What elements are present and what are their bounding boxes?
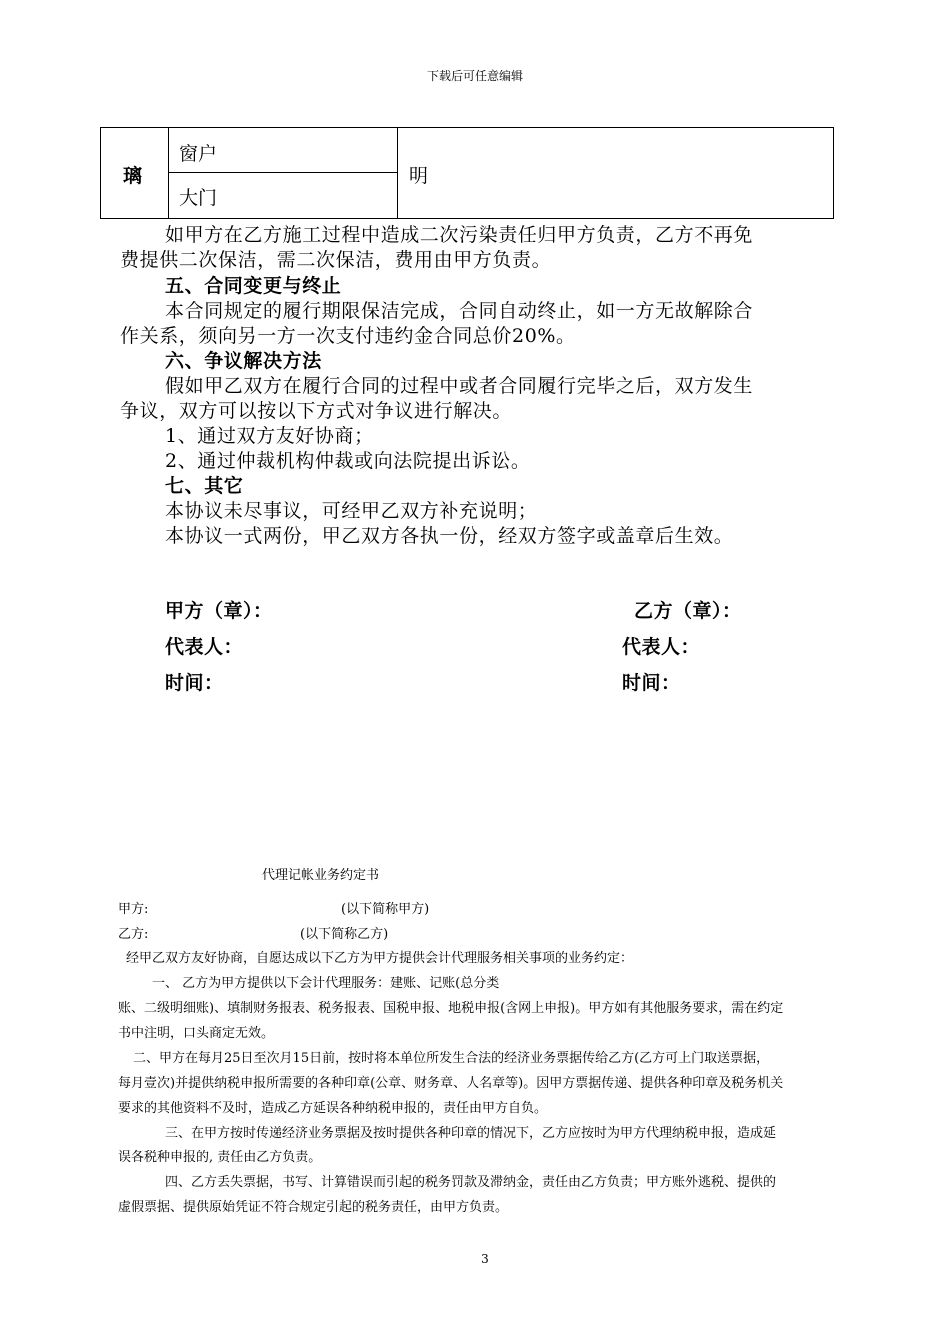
agreement-intro: 经甲乙双方友好协商，自愿达成以下乙方为甲方提供会计代理服务相关事项的业务约定： [126,951,634,966]
party-a-time-label: 时间： [165,672,224,694]
clause-line: 四、乙方丢失票据，书写、计算错误而引起的税务罚款及滞纳金，责任由乙方负责；甲方账外逃税、提供的 [165,1175,777,1190]
agreement-title: 代理记帐业务约定书 [262,868,380,883]
table-cell-item [101,128,169,218]
paragraph-line: 本协议一式两份，甲乙双方各执一份，经双方签字或盖章后生效。 [165,525,734,547]
party-a-note: (以下简称甲方) [341,902,430,917]
table-cell-door-text: 大门 [179,187,218,209]
cleaning-scope-table [100,127,834,219]
page-header: 下载后可任意编辑 [426,69,523,83]
clause-line: 二、甲方在每月25日至次月15日前，按时将本单位所发生合法的经济业务票据传给乙方(乙方可上门取送票据， [133,1051,770,1066]
list-item: 2、通过仲裁机构仲裁或向法院提出诉讼。 [165,450,531,472]
party-a-label: 甲方: [118,902,149,917]
party-b-label: 乙方: [118,927,149,942]
clause-line: 误各税种申报的, 责任由乙方负责。 [118,1150,322,1165]
section-heading: 六、争议解决方法 [165,350,322,372]
party-a-seal-label: 甲方（章）： [165,600,273,622]
table-cell-note [398,128,833,218]
table-cell-window [169,128,397,173]
list-item: 1、通过双方友好协商； [165,425,374,447]
paragraph-line: 费提供二次保洁，需二次保洁，费用由甲方负责。 [120,249,552,271]
paragraph-line: 争议，双方可以按以下方式对争议进行解决。 [120,400,513,422]
section-heading: 七、其它 [165,475,244,497]
paragraph-line: 本合同规定的履行期限保洁完成，合同自动终止，如一方无故解除合 [165,300,754,322]
table-cell-parts [169,128,398,218]
paragraph-line: 如甲方在乙方施工过程中造成二次污染责任归甲方负责，乙方不再免 [165,224,754,246]
paragraph-line: 作关系，须向另一方一次支付违约金合同总价20%。 [120,325,576,347]
table-cell-note-text: 明 [409,165,429,187]
clause-line: 每月壹次)并提供纳税申报所需要的各种印章(公章、财务章、人名章等)。因甲方票据传递、提供各种印章及税务机关 [118,1076,784,1091]
clause-line: 三、在甲方按时传递经济业务票据及按时提供各种印章的情况下，乙方应按时为甲方代理纳税申报，造成延 [165,1126,777,1141]
paragraph-line: 假如甲乙双方在履行合同的过程中或者合同履行完毕之后，双方发生 [165,375,754,397]
party-b-time-label: 时间： [622,672,681,694]
clause-line: 一、 乙方为甲方提供以下会计代理服务：建账、记账(总分类 [152,976,500,991]
clause-line: 书中注明，口头商定无效。 [118,1026,275,1041]
clause-line: 账、二级明细账)、填制财务报表、税务报表、国税申报、地税申报(含网上申报)。甲方如有其他服务要求，需在约定 [118,1001,784,1016]
table-cell-window-text: 窗户 [179,143,218,165]
paragraph-line: 本协议未尽事议，可经甲乙双方补充说明； [165,500,538,522]
table-cell-item-text: 璃 [123,165,143,187]
party-b-representative-label: 代表人： [622,636,701,658]
clause-line: 虚假票据、提供原始凭证不符合规定引起的税务责任，由甲方负责。 [118,1200,509,1215]
party-b-seal-label: 乙方（章）： [634,600,742,622]
party-b-note: (以下简称乙方) [300,927,389,942]
section-heading: 五、合同变更与终止 [165,275,342,297]
page-number: 3 [481,1252,489,1266]
party-a-representative-label: 代表人： [165,636,244,658]
clause-line: 要求的其他资料不及时，造成乙方延误各种纳税申报的，责任由甲方自负。 [118,1101,548,1116]
